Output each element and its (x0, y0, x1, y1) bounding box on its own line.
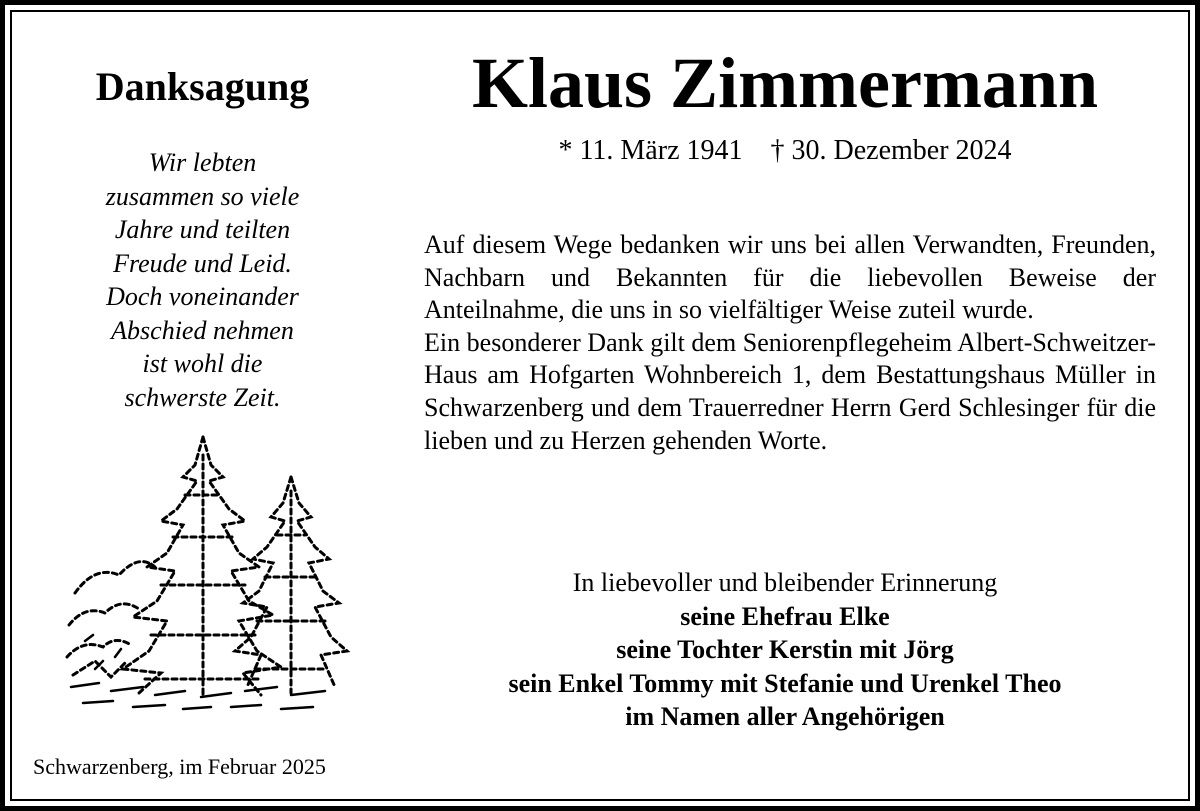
fir-trees-illustration (55, 425, 355, 715)
poem-line: zusammen so viele (105, 181, 300, 211)
special-thanks-paragraph: Ein besonderer Dank gilt dem Seniorenpflegeheim Albert-Schweitzer-Haus am Hofgarten Wohnbereich 1, dem Bestattungshaus Müller in Schwarzenberg und dem Trauerredner Herrn Gerd Schlesinger für die lieben und zu Herzen gehenden Worte. (424, 327, 1156, 455)
poem-line: ist wohl die (142, 349, 263, 378)
poem-line: Abschied nehmen (111, 315, 294, 345)
deceased-name: Klaus Zimmermann (471, 43, 1099, 123)
thank-you-text (424, 229, 1156, 457)
poem (40, 146, 365, 414)
place-date: Schwarzenberg, im Februar 2025 (33, 754, 326, 779)
closing-intro: In liebevoller und bleibender Erinnerung (572, 568, 998, 597)
signature-line: im Namen aller Angehörigen (625, 702, 945, 731)
life-dates: * 11. März 1941 † 30. Dezember 2024 (558, 135, 1012, 166)
poem-line: Doch voneinander (106, 282, 299, 311)
poem-line: Jahre und teilten (114, 215, 291, 244)
thank-you-paragraph: Auf diesem Wege bedanken wir uns bei allen Verwandten, Freunden, Nachbarn und Bekannten für die liebevollen Beweise der Anteilnahme, die uns in so vielfältiger Weise zuteil wurde. (424, 230, 1156, 325)
signature-line: seine Tochter Kerstin mit Jörg (616, 635, 954, 664)
poem-line: schwerste Zeit. (124, 382, 281, 412)
heading-danksagung: Danksagung (95, 64, 310, 109)
signature-line: seine Ehefrau Elke (680, 601, 890, 631)
signature-line: sein Enkel Tommy mit Stefanie und Urenkel Theo (508, 668, 1062, 698)
poem-line: Freude und Leid. (113, 248, 292, 278)
poem-line: Wir lebten (148, 148, 257, 177)
closing-block (400, 566, 1170, 734)
